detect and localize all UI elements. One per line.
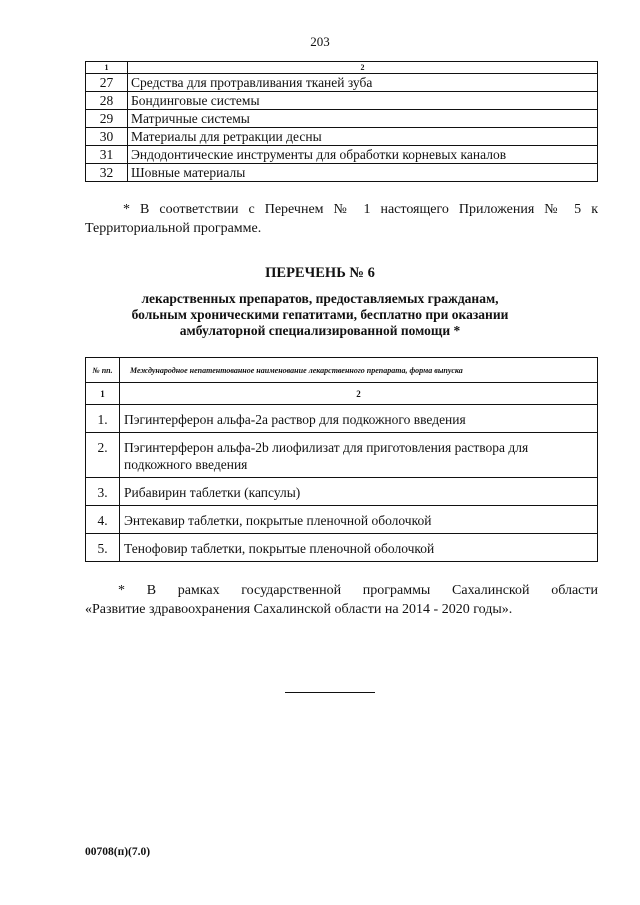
subtitle-line: лекарственных препаратов, предоставляемых гражданам,	[141, 291, 499, 306]
row-name: Средства для протравливания тканей зуба	[128, 74, 598, 92]
table-row	[86, 164, 598, 182]
table-row	[86, 478, 598, 506]
document-code: 00708(п)(7.0)	[85, 846, 151, 858]
row-number: 27	[86, 74, 128, 92]
row-number: 5.	[86, 534, 120, 562]
row-name: Бондинговые системы	[128, 92, 598, 110]
row-number: 32	[86, 164, 128, 182]
column-numbering-row	[86, 383, 598, 405]
header-name: Международное непатентованное наименование лекарственного препарата, форма выпуска	[120, 358, 598, 383]
column-number-1: 1	[86, 383, 120, 405]
row-number: 2.	[86, 433, 120, 478]
row-name: Шовные материалы	[128, 164, 598, 182]
dental-materials-table	[85, 61, 598, 182]
footnote-territorial-program	[85, 200, 598, 238]
column-number-1: 1	[86, 62, 128, 74]
table-row	[86, 534, 598, 562]
table-row	[86, 128, 598, 146]
table-row	[86, 92, 598, 110]
row-number: 30	[86, 128, 128, 146]
row-name: Матричные системы	[128, 110, 598, 128]
row-name: Пэгинтерферон альфа-2а раствор для подкожного введения	[120, 405, 598, 433]
table-row	[86, 146, 598, 164]
footnote-state-program	[85, 581, 598, 619]
row-name: Материалы для ретракции десны	[128, 128, 598, 146]
footnote-line: Территориальной программе.	[85, 221, 262, 236]
subtitle-line: больным хроническими гепатитами, бесплатно при оказании	[131, 307, 509, 322]
table-row	[86, 433, 598, 478]
footnote-line: * В соответствии с Перечнем № 1 настоящего Приложения № 5 к	[123, 202, 598, 217]
medications-table	[85, 357, 598, 562]
footnote-line: «Развитие здравоохранения Сахалинской области на 2014 - 2020 годы».	[85, 602, 513, 617]
column-number-2: 2	[120, 383, 598, 405]
row-number: 29	[86, 110, 128, 128]
header-number: № пп.	[86, 358, 120, 383]
row-number: 4.	[86, 506, 120, 534]
row-number: 28	[86, 92, 128, 110]
row-name: Тенофовир таблетки, покрытые пленочной оболочкой	[120, 534, 598, 562]
column-number-2: 2	[128, 62, 598, 74]
horizontal-divider	[285, 692, 375, 693]
row-name: Эндодонтические инструменты для обработки корневых каналов	[128, 146, 598, 164]
table-row	[86, 74, 598, 92]
row-number: 3.	[86, 478, 120, 506]
row-name: Пэгинтерферон альфа-2b лиофилизат для приготовления раствора для подкожного введения	[120, 433, 598, 478]
row-number: 1.	[86, 405, 120, 433]
footnote-line: * В рамках государственной программы Сахалинской области	[118, 583, 598, 598]
table-header-row	[86, 358, 598, 383]
row-number: 31	[86, 146, 128, 164]
list-title: ПЕРЕЧЕНЬ № 6	[265, 265, 375, 281]
table-row	[86, 506, 598, 534]
row-name: Рибавирин таблетки (капсулы)	[120, 478, 598, 506]
table-header-row	[86, 62, 598, 74]
row-name: Энтекавир таблетки, покрытые пленочной оболочкой	[120, 506, 598, 534]
table-row	[86, 405, 598, 433]
table-row	[86, 110, 598, 128]
page-number: 203	[310, 34, 330, 49]
subtitle-line: амбулаторной специализированной помощи *	[179, 323, 461, 338]
list-subtitle	[60, 291, 580, 339]
